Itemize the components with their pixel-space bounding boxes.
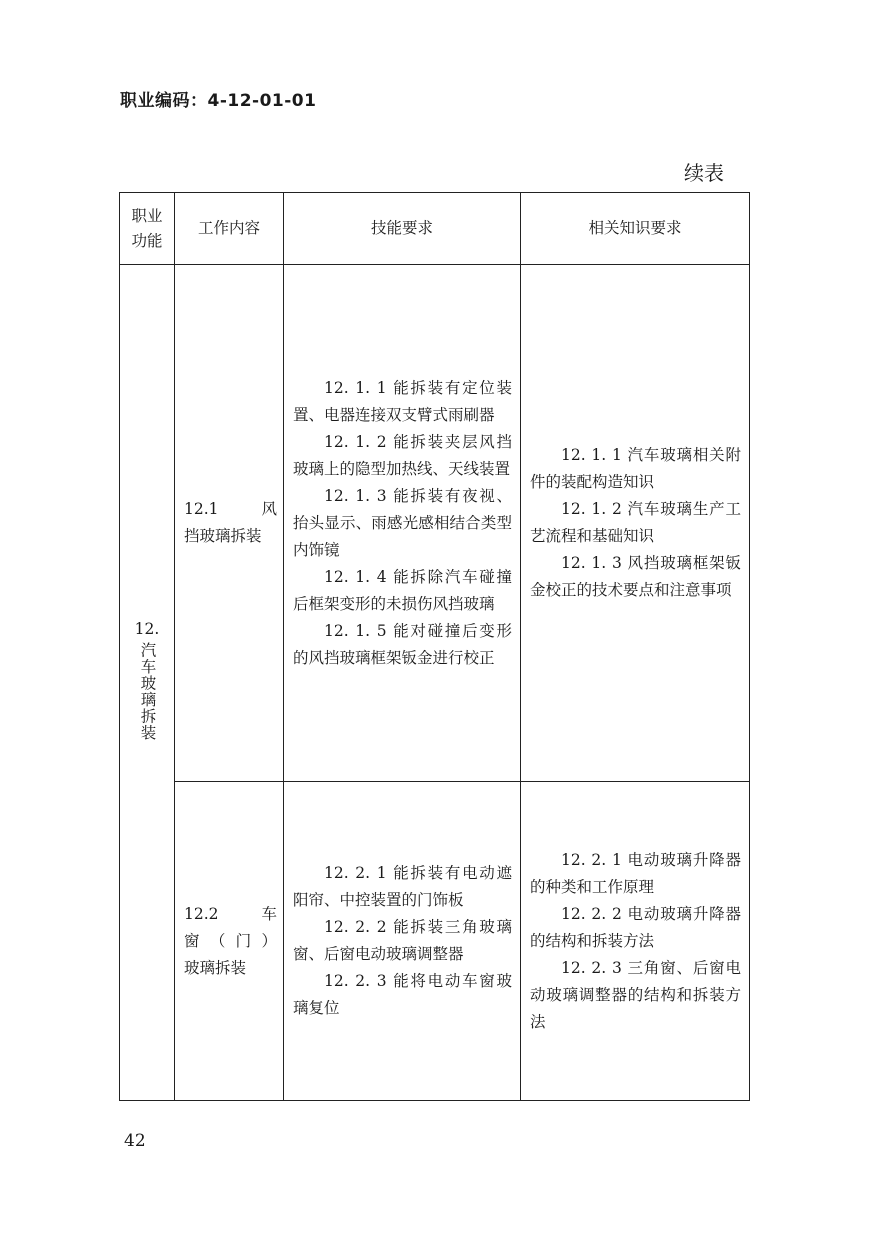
header-function-line2: 功能 xyxy=(131,231,163,250)
skill-item: 12. 1. 3 能拆装有夜视、抬头显示、雨感光感相结合类型内饰镜 xyxy=(293,486,512,559)
skill-item: 12. 2. 2 能拆装三角玻璃窗、后窗电动玻璃调整器 xyxy=(293,918,512,963)
occupation-code-value: 4-12-01-01 xyxy=(207,91,317,111)
skills-table xyxy=(119,192,750,1101)
page-number: 42 xyxy=(124,1131,146,1151)
knowledge-cell xyxy=(521,265,750,782)
occupation-code-label: 职业编码： xyxy=(120,91,208,111)
work-line: 挡玻璃拆装 xyxy=(184,527,262,545)
knowledge-item: 12. 2. 3 三角窗、后窗电动玻璃调整器的结构和拆装方法 xyxy=(530,958,741,1031)
table-row xyxy=(120,782,750,1101)
work-line: 玻璃拆装 xyxy=(184,958,247,977)
header-skill: 技能要求 xyxy=(284,193,521,265)
work-cell xyxy=(175,782,284,1101)
skill-item: 12. 2. 3 能将电动车窗玻璃复位 xyxy=(293,972,512,1017)
work-line: 窗（门） xyxy=(184,931,277,950)
skill-item: 12. 1. 1 能拆装有定位装置、电器连接双支臂式雨刷器 xyxy=(293,378,512,424)
function-cell xyxy=(120,265,175,1101)
knowledge-cell xyxy=(521,782,750,1101)
skill-item: 12. 2. 1 能拆装有电动遮阳帘、中控装置的门饰板 xyxy=(293,864,512,909)
skill-cell xyxy=(284,782,521,1101)
function-title: 汽车玻璃拆装 xyxy=(138,641,157,741)
work-cell xyxy=(175,265,284,782)
header-function xyxy=(120,193,175,265)
occupation-code xyxy=(120,86,316,111)
skill-item: 12. 1. 4 能拆除汽车碰撞后框架变形的未损伤风挡玻璃 xyxy=(293,567,512,613)
knowledge-item: 12. 1. 3 风挡玻璃框架钣金校正的技术要点和注意事项 xyxy=(530,554,741,599)
work-line: 12.1 风 xyxy=(184,500,277,518)
knowledge-item: 12. 2. 1 电动玻璃升降器的种类和工作原理 xyxy=(530,850,741,896)
function-number: 12. xyxy=(134,619,160,638)
work-line: 12.2 车 xyxy=(184,904,277,923)
table-row xyxy=(120,265,750,782)
skill-item: 12. 1. 2 能拆装夹层风挡玻璃上的隐型加热线、天线装置 xyxy=(293,432,512,478)
knowledge-item: 12. 2. 2 电动玻璃升降器的结构和拆装方法 xyxy=(530,904,741,950)
knowledge-item: 12. 1. 1 汽车玻璃相关附件的装配构造知识 xyxy=(530,446,741,491)
header-work: 工作内容 xyxy=(175,193,284,265)
header-knowledge: 相关知识要求 xyxy=(521,193,750,265)
knowledge-item: 12. 1. 2 汽车玻璃生产工艺流程和基础知识 xyxy=(530,500,741,545)
table-header-row xyxy=(120,193,750,265)
continued-label: 续表 xyxy=(684,161,724,185)
header-function-line1: 职业 xyxy=(131,206,163,225)
skill-cell xyxy=(284,265,521,782)
skill-item: 12. 1. 5 能对碰撞后变形的风挡玻璃框架钣金进行校正 xyxy=(293,621,512,667)
